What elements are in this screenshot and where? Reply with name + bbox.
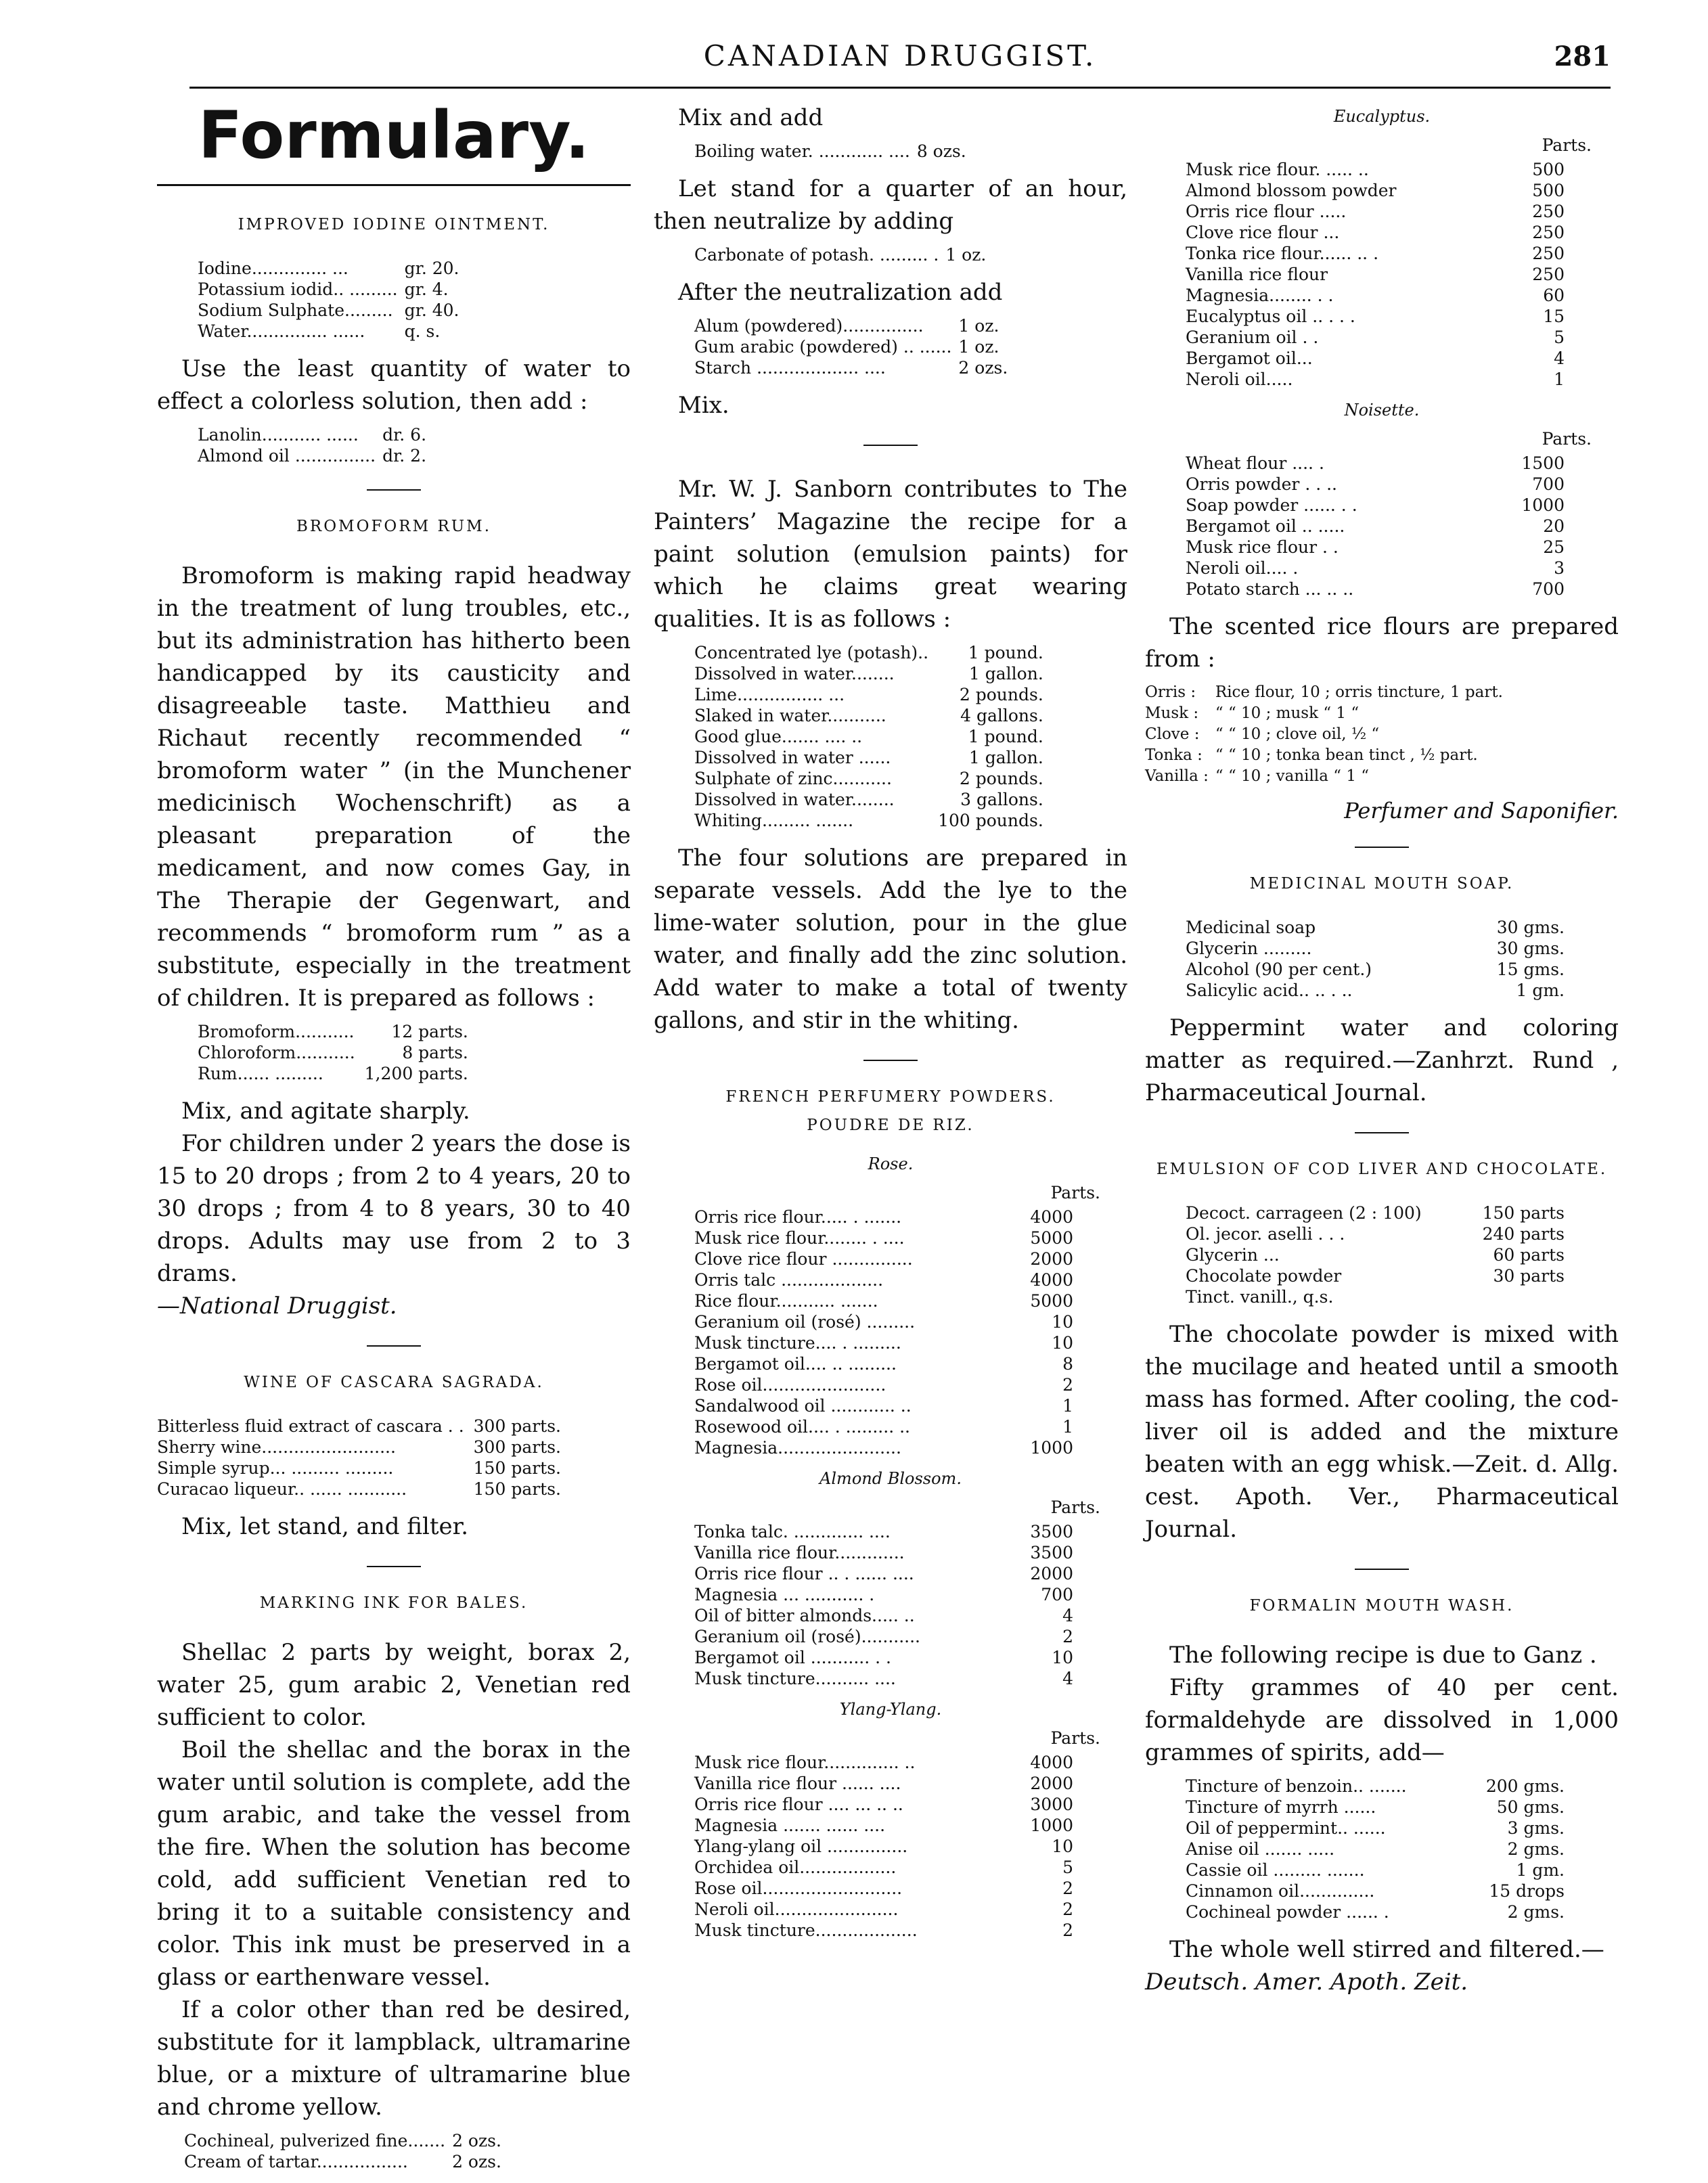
recipe-row: Eucalyptus oil .. . . . 15 [1186,307,1565,326]
formalin-para-1: The following recipe is due to Ganz . [1169,1642,1597,1669]
recipe-row: Magnesia....................... 1000 [694,1438,1073,1458]
recipe-row: Dissolved in water........ 1 gallon. [694,664,1043,683]
recipe-row: Vanilla rice flour 250 [1186,265,1565,284]
recipe-row: Tincture of benzoin.. ....... 200 gms. [1186,1776,1565,1796]
recipe-row: Tinct. vanill., q.s. [1186,1287,1334,1307]
recipe-row: Concentrated lye (potash).. 1 pound. [694,643,1043,662]
recipe-row: Rose oil....................... 2 [694,1375,1073,1395]
recipe-row: Bergamot oil.... .. ......... 8 [694,1354,1073,1374]
bromoform-recipe [198,1021,468,1084]
paint-para-2: The four solutions are prepared in separate vessels. Add the lye to the lime-water solution, pour in the glue water, and finally add the zinc solution. Add water to make a total of twenty gallons, and stir in the whiting. [654,845,1127,1034]
recipe-row: Chloroform........... 8 parts. [198,1042,468,1062]
codliver-heading: EMULSION OF COD LIVER AND CHOCOLATE. [1156,1161,1608,1178]
ink-cont-text-4: Mix. [678,392,729,419]
ink-para-2: Boil the shellac and the borax in the water until solution is complete, add the gum arabic, and take the vessel from the fire. When the solution has become cold, add sufficient Venetian red to bring it to a suitable consistency and color. This ink must be preserved in a glass or earthenware vessel. [157,1736,631,1991]
header-rule [189,87,1611,89]
recipe-row: Alum (powdered)............... 1 oz. [694,316,999,336]
recipe-row: Musk : “ “ 10 ; musk “ 1 “ [1145,704,1359,722]
noisette-heading: Noisette. [1344,401,1420,420]
recipe-row: Neroli oil.... . 3 [1186,558,1565,578]
recipe-row: Clove rice flour ... 250 [1186,223,1565,242]
recipe-row: Lime................ ... 2 pounds. [694,685,1043,704]
ink-cont-recipe-1 [694,141,966,162]
recipe-row: Magnesia ....... ...... .... 1000 [694,1816,1073,1835]
recipe-row: Orris rice flour .... ... .. .. 3000 [694,1795,1073,1814]
recipe-row: Vanilla : “ “ 10 ; vanilla “ 1 “ [1145,767,1370,785]
page-header [189,39,1611,80]
recipe-row: Ol. jecor. aselli . . . 240 parts [1186,1224,1565,1244]
eucalyptus-recipe [1186,159,1565,390]
recipe-row: Neroli oil....................... 2 [694,1899,1073,1919]
divider [863,445,918,446]
soap-text: Peppermint water and coloring matter as required.—Zanhrzt. Rund , Pharmaceutical Journal. [1145,1014,1619,1106]
recipe-row: Bergamot oil .. ..... 20 [1186,516,1565,536]
recipe-row: Starch ................... .... 2 ozs. [694,358,1008,378]
recipe-row: Sulphate of zinc........... 2 pounds. [694,769,1043,788]
recipe-row: Magnesia ... ........... . 700 [694,1585,1073,1604]
recipe-row: Orris talc ................... 4000 [694,1270,1073,1290]
ink-recipe [184,2130,501,2172]
recipe-row: Wheat flour .... . 1500 [1186,453,1565,473]
ink-cont-text-2: Let stand for a quarter of an hour, then neutralize by adding [654,175,1127,235]
recipe-row: Almond oil ............... dr. 2. [198,445,427,466]
cascara-heading: WINE OF CASCARA SAGRADA. [244,1373,544,1391]
divider [367,1566,421,1567]
recipe-row: Tonka rice flour...... .. . 250 [1186,244,1565,263]
ink-cont-recipe-3 [694,315,1008,378]
divider [1355,1569,1409,1570]
recipe-row: Lanolin........... ...... dr. 6. [198,424,427,445]
recipe-row: Alcohol (90 per cent.) 15 gms. [1186,960,1565,979]
eucalyptus-heading: Eucalyptus. [1333,107,1431,126]
recipe-row: Orris rice flour ..... 250 [1186,202,1565,221]
page-number: 281 [1554,41,1611,72]
recipe-row: Orchidea oil.................. 5 [694,1858,1073,1877]
divider [367,489,421,491]
bromoform-para-3: For children under 2 years the dose is 15 to 20 drops ; from 2 to 4 years, 20 to 30 drops ; from 4 to 8 years, 30 to 40 drops. Adults may use from 2 to 3 drams. [157,1129,631,1287]
recipe-row: Good glue....... .... .. 1 pound. [694,727,1043,746]
journal-title: CANADIAN DRUGGIST. [703,39,1097,72]
recipe-row: Simple syrup... ......... ......... 150 parts. [157,1458,562,1478]
recipe-row: Orris powder . . .. 700 [1186,474,1565,494]
recipe-row: Curacao liqueur.. ...... ........... 150 parts. [157,1479,562,1499]
scented-recipe [1145,682,1503,787]
parts-label: Parts. [1542,135,1592,155]
divider [367,1345,421,1347]
column-2 [654,102,1127,1952]
recipe-row: Rice flour........... ....... 5000 [694,1291,1073,1311]
bromoform-heading: BROMOFORM RUM. [296,517,492,535]
cascara-text: Mix, let stand, and filter. [181,1512,469,1540]
recipe-row: Musk tincture................... 2 [694,1920,1073,1940]
parts-label: Parts. [1542,429,1592,449]
recipe-row: Chocolate powder 30 parts [1186,1266,1565,1286]
recipe-row: Tonka talc. ............. .... 3500 [694,1522,1073,1541]
recipe-row: Bitterless fluid extract of cascara . . 300 parts. [157,1416,562,1436]
recipe-row: Potassium iodid.. ......... gr. 4. [198,279,449,299]
recipe-row: Clove rice flour ............... 2000 [694,1249,1073,1269]
title-rule [157,184,631,186]
recipe-row: Bromoform........... 12 parts. [198,1021,468,1041]
soap-recipe [1186,917,1565,1001]
codliver-recipe [1186,1202,1565,1307]
almond-recipe [694,1521,1073,1689]
recipe-row: Cochineal powder ...... . 2 gms. [1186,1902,1565,1922]
recipe-row: Sodium Sulphate......... gr. 40. [198,300,459,320]
recipe-row: Cochineal, pulverized fine....... 2 ozs. [184,2130,501,2151]
recipe-row: Salicylic acid.. .. . .. 1 gm. [1186,981,1565,1000]
formalin-citation: Deutsch. Amer. Apoth. Zeit. [1145,1968,1468,1996]
formalin-para-2: Fifty grammes of 40 per cent. formaldehyde are dissolved in 1,000 grammes of spirits, add— [1145,1674,1619,1766]
recipe-row: Whiting......... ....... 100 pounds. [694,811,1043,830]
noisette-recipe [1186,453,1565,600]
recipe-row: Musk rice flour. ..... .. 500 [1186,160,1565,179]
ylang-recipe [694,1752,1073,1941]
column-1 [157,93,631,2183]
recipe-row: Tonka : “ “ 10 ; tonka bean tinct , ½ part. [1145,746,1478,764]
recipe-row: Musk rice flour.............. .. 4000 [694,1753,1073,1772]
scented-text: The scented rice flours are prepared from : [1145,613,1619,673]
bromoform-citation: —National Druggist. [157,1292,397,1320]
recipe-row: Almond blossom powder 500 [1186,181,1565,200]
almond-heading: Almond Blossom. [819,1469,962,1488]
recipe-row: Sandalwood oil ............ .. 1 [694,1396,1073,1416]
recipe-row: Cassie oil ......... ....... 1 gm. [1186,1860,1565,1880]
recipe-row: Slaked in water........... 4 gallons. [694,706,1043,725]
ink-para-1: Shellac 2 parts by weight, borax 2, water 25, gum arabic 2, Venetian red sufficient to color. [157,1638,631,1731]
iodine-heading: IMPROVED IODINE OINTMENT. [238,215,550,233]
recipe-row: Neroli oil..... 1 [1186,369,1565,389]
ylang-heading: Ylang-Ylang. [839,1700,942,1719]
recipe-row: Gum arabic (powdered) .. ...... 1 oz. [694,337,999,357]
formalin-recipe [1186,1776,1565,1922]
recipe-row: Orris rice flour..... . ....... 4000 [694,1207,1073,1227]
recipe-row: Cream of tartar................. 2 ozs. [184,2151,501,2171]
perfumery-subheading: POUDRE DE RIZ. [807,1117,974,1134]
recipe-row: Dissolved in water........ 3 gallons. [694,790,1043,809]
recipe-row: Musk rice flour . . 25 [1186,537,1565,557]
recipe-row: Ylang-ylang oil ............... 10 [694,1837,1073,1856]
column-3 [1145,102,1619,1998]
recipe-row: Vanilla rice flour............. 3500 [694,1543,1073,1562]
recipe-row: Oil of peppermint.. ...... 3 gms. [1186,1818,1565,1838]
recipe-row: Cinnamon oil.............. 15 drops [1186,1881,1565,1901]
perfumery-heading: FRENCH PERFUMERY POWDERS. [725,1088,1056,1106]
recipe-row: Carbonate of potash. ......... . 1 oz. [694,245,987,265]
recipe-row: Anise oil ....... ..... 2 gms. [1186,1839,1565,1859]
divider [1355,1132,1409,1133]
recipe-row: Orris rice flour .. . ...... .... 2000 [694,1564,1073,1583]
recipe-row: Soap powder ...... . . 1000 [1186,495,1565,515]
bromoform-para-1: Bromoform is making rapid headway in the treatment of lung troubles, etc., but its administration has hitherto been handicapped by its causticity and disagreeable taste. Matthieu and Richaut recently recommended “ bromoform water ” (in the Munchener medicinisch Wochenschrift) as a pleasant preparation of the medicament, and now comes Gay, in The Therapie der Gegenwart, and recommends “ bromoform rum ” as a substitute, especially in the treatment of children. It is prepared as follows : [157,562,631,1012]
paint-recipe [694,642,1043,831]
parts-label: Parts. [1050,1498,1100,1517]
section-title: Formulary. [198,97,590,173]
recipe-row: Boiling water. ............ .... 8 ozs. [694,141,966,161]
recipe-row: Rose oil.......................... 2 [694,1878,1073,1898]
recipe-row: Rum...... ......... 1,200 parts. [198,1063,468,1083]
ink-para-3: If a color other than red be desired, substitute for it lampblack, ultramarine blue, or a mixture of ultramarine blue and chrome yellow. [157,1996,631,2121]
recipe-row: Glycerin ......... 30 gms. [1186,939,1565,958]
recipe-row: Medicinal soap 30 gms. [1186,918,1565,937]
recipe-row: Glycerin ... 60 parts [1186,1245,1565,1265]
codliver-text: The chocolate powder is mixed with the mucilage and heated until a smooth mass has formed. After cooling, the cod-liver oil is added and the mixture beaten with an egg whisk.—Zeit. d. Allg. cest. Apoth. Ver., Pharmaceutical Journal. [1145,1321,1619,1543]
recipe-row: Magnesia........ . . 60 [1186,286,1565,305]
bromoform-para-2: Mix, and agitate sharply. [181,1097,470,1125]
recipe-row: Bergamot oil... 4 [1186,348,1565,368]
scented-citation: Perfumer and Saponifier. [1344,798,1619,824]
parts-label: Parts. [1050,1728,1100,1748]
recipe-row: Potato starch ... .. .. 700 [1186,579,1565,599]
recipe-row: Geranium oil . . 5 [1186,328,1565,347]
ink-cont-recipe-2 [694,244,986,265]
recipe-row: Bergamot oil ........... . . 10 [694,1648,1073,1667]
recipe-row: Geranium oil (rosé)........... 2 [694,1627,1073,1646]
ink-cont-text-3: After the neutralization add [678,279,1003,306]
recipe-row: Water............... ...... q. s. [198,321,441,341]
recipe-row: Rosewood oil.... . ......... .. 1 [694,1417,1073,1437]
recipe-row: Orris : Rice flour, 10 ; orris tincture, 1 part. [1145,683,1503,701]
recipe-row: Vanilla rice flour ...... .... 2000 [694,1774,1073,1793]
iodine-text: Use the least quantity of water to effect a colorless solution, then add : [157,355,631,415]
recipe-row: Oil of bitter almonds..... .. 4 [694,1606,1073,1625]
cascara-recipe [157,1416,561,1500]
recipe-row: Decoct. carrageen (2 : 100) 150 parts [1186,1203,1565,1223]
ink-heading: MARKING INK FOR BALES. [259,1594,529,1612]
iodine-recipe-2 [198,424,426,466]
iodine-recipe-1 [198,258,459,342]
recipe-row: Clove : “ “ 10 ; clove oil, ½ “ [1145,725,1380,743]
recipe-row: Musk rice flour........ . .... 5000 [694,1228,1073,1248]
divider [1355,847,1409,848]
recipe-row: Tincture of myrrh ...... 50 gms. [1186,1797,1565,1817]
recipe-row: Dissolved in water ...... 1 gallon. [694,748,1043,767]
formalin-para-3: The whole well stirred and filtered.— [1169,1936,1604,1963]
ink-cont-text-1: Mix and add [678,104,824,131]
recipe-row: Geranium oil (rosé) ......... 10 [694,1312,1073,1332]
recipe-row: Sherry wine......................... 300 parts. [157,1437,562,1457]
recipe-row: Iodine.............. ... gr. 20. [198,258,459,278]
soap-heading: MEDICINAL MOUTH SOAP. [1249,875,1514,893]
rose-recipe [694,1207,1073,1458]
paint-para-1: Mr. W. J. Sanborn contributes to The Painters’ Magazine the recipe for a paint solution (emulsion paints) for which he claims great wearing qualities. It is as follows : [654,476,1127,633]
recipe-row: Musk tincture.......... .... 4 [694,1669,1073,1688]
parts-label: Parts. [1050,1183,1100,1202]
formalin-heading: FORMALIN MOUTH WASH. [1249,1597,1514,1615]
rose-heading: Rose. [868,1154,914,1173]
divider [863,1060,918,1061]
recipe-row: Musk tincture.... . ......... 10 [694,1333,1073,1353]
